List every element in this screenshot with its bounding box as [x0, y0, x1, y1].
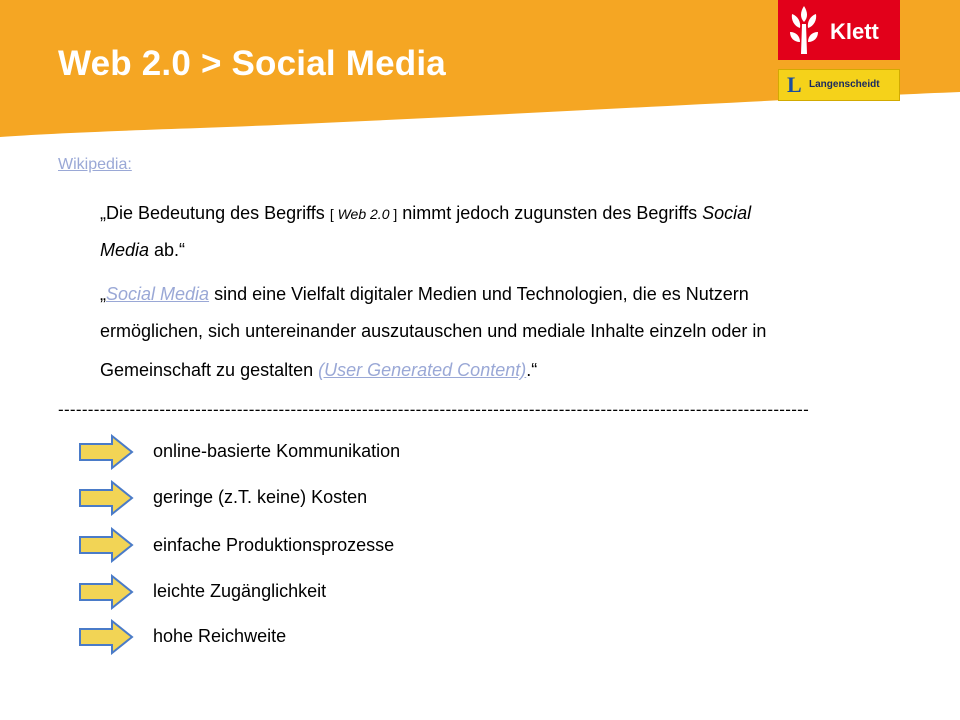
- quote2-line3-start: Gemeinschaft zu gestalten: [100, 360, 319, 380]
- page-title: Web 2.0 > Social Media: [58, 44, 446, 83]
- quote2-line3: [100, 360, 537, 381]
- quote1-line1: [100, 203, 751, 224]
- arrow-right-icon: [78, 480, 134, 516]
- klett-logo: [778, 0, 900, 60]
- wikipedia-link[interactable]: Wikipedia:: [58, 156, 132, 173]
- quote1-term2: Social: [702, 203, 752, 223]
- langenscheidt-logo-mark: L: [787, 72, 802, 97]
- quote1-bracket-close: ]: [389, 206, 398, 222]
- quote1-line2-rest: ab.“: [149, 240, 186, 260]
- bullet-item: leichte Zugänglichkeit: [153, 581, 327, 601]
- quote1-open: „Die Bedeutung des Begriffs: [100, 203, 330, 223]
- quote2-open: „: [100, 284, 106, 304]
- quote2-line2: ermöglichen, sich untereinander auszutauschen und mediale Inhalte einzeln oder in: [100, 321, 767, 341]
- divider-line: ------------------------------------------------------------------------------------------------------------------------------: [58, 400, 810, 419]
- bullet-item: geringe (z.T. keine) Kosten: [153, 487, 368, 507]
- quote2-line1: [100, 284, 749, 305]
- quote2-line3-end: .“: [526, 360, 538, 380]
- quote1-term: Web 2.0: [337, 206, 390, 222]
- bullet-item: online-basierte Kommunikation: [153, 441, 401, 461]
- langenscheidt-logo-text: Langenscheidt: [809, 79, 880, 90]
- user-generated-content-link[interactable]: (User Generated Content): [318, 360, 527, 380]
- bullet-item: hohe Reichweite: [153, 626, 287, 646]
- social-media-link[interactable]: Social Media: [106, 284, 210, 304]
- quote1-line2: [100, 240, 185, 261]
- quote1-line2-term: Media: [100, 240, 150, 260]
- arrow-right-icon: [78, 619, 134, 655]
- bullet-item: einfache Produktionsprozesse: [153, 535, 395, 555]
- quote2-line1-rest: sind eine Vielfalt digitaler Medien und Technologien, die es Nutzern: [209, 284, 749, 304]
- arrow-right-icon: [78, 574, 134, 610]
- arrow-right-icon: [78, 434, 134, 470]
- langenscheidt-logo: [778, 69, 900, 101]
- quote1-bracket-open: [: [329, 206, 338, 222]
- quote1-middle: nimmt jedoch zugunsten des Begriffs: [397, 203, 703, 223]
- arrow-right-icon: [78, 527, 134, 563]
- klett-logo-text: Klett: [830, 19, 879, 44]
